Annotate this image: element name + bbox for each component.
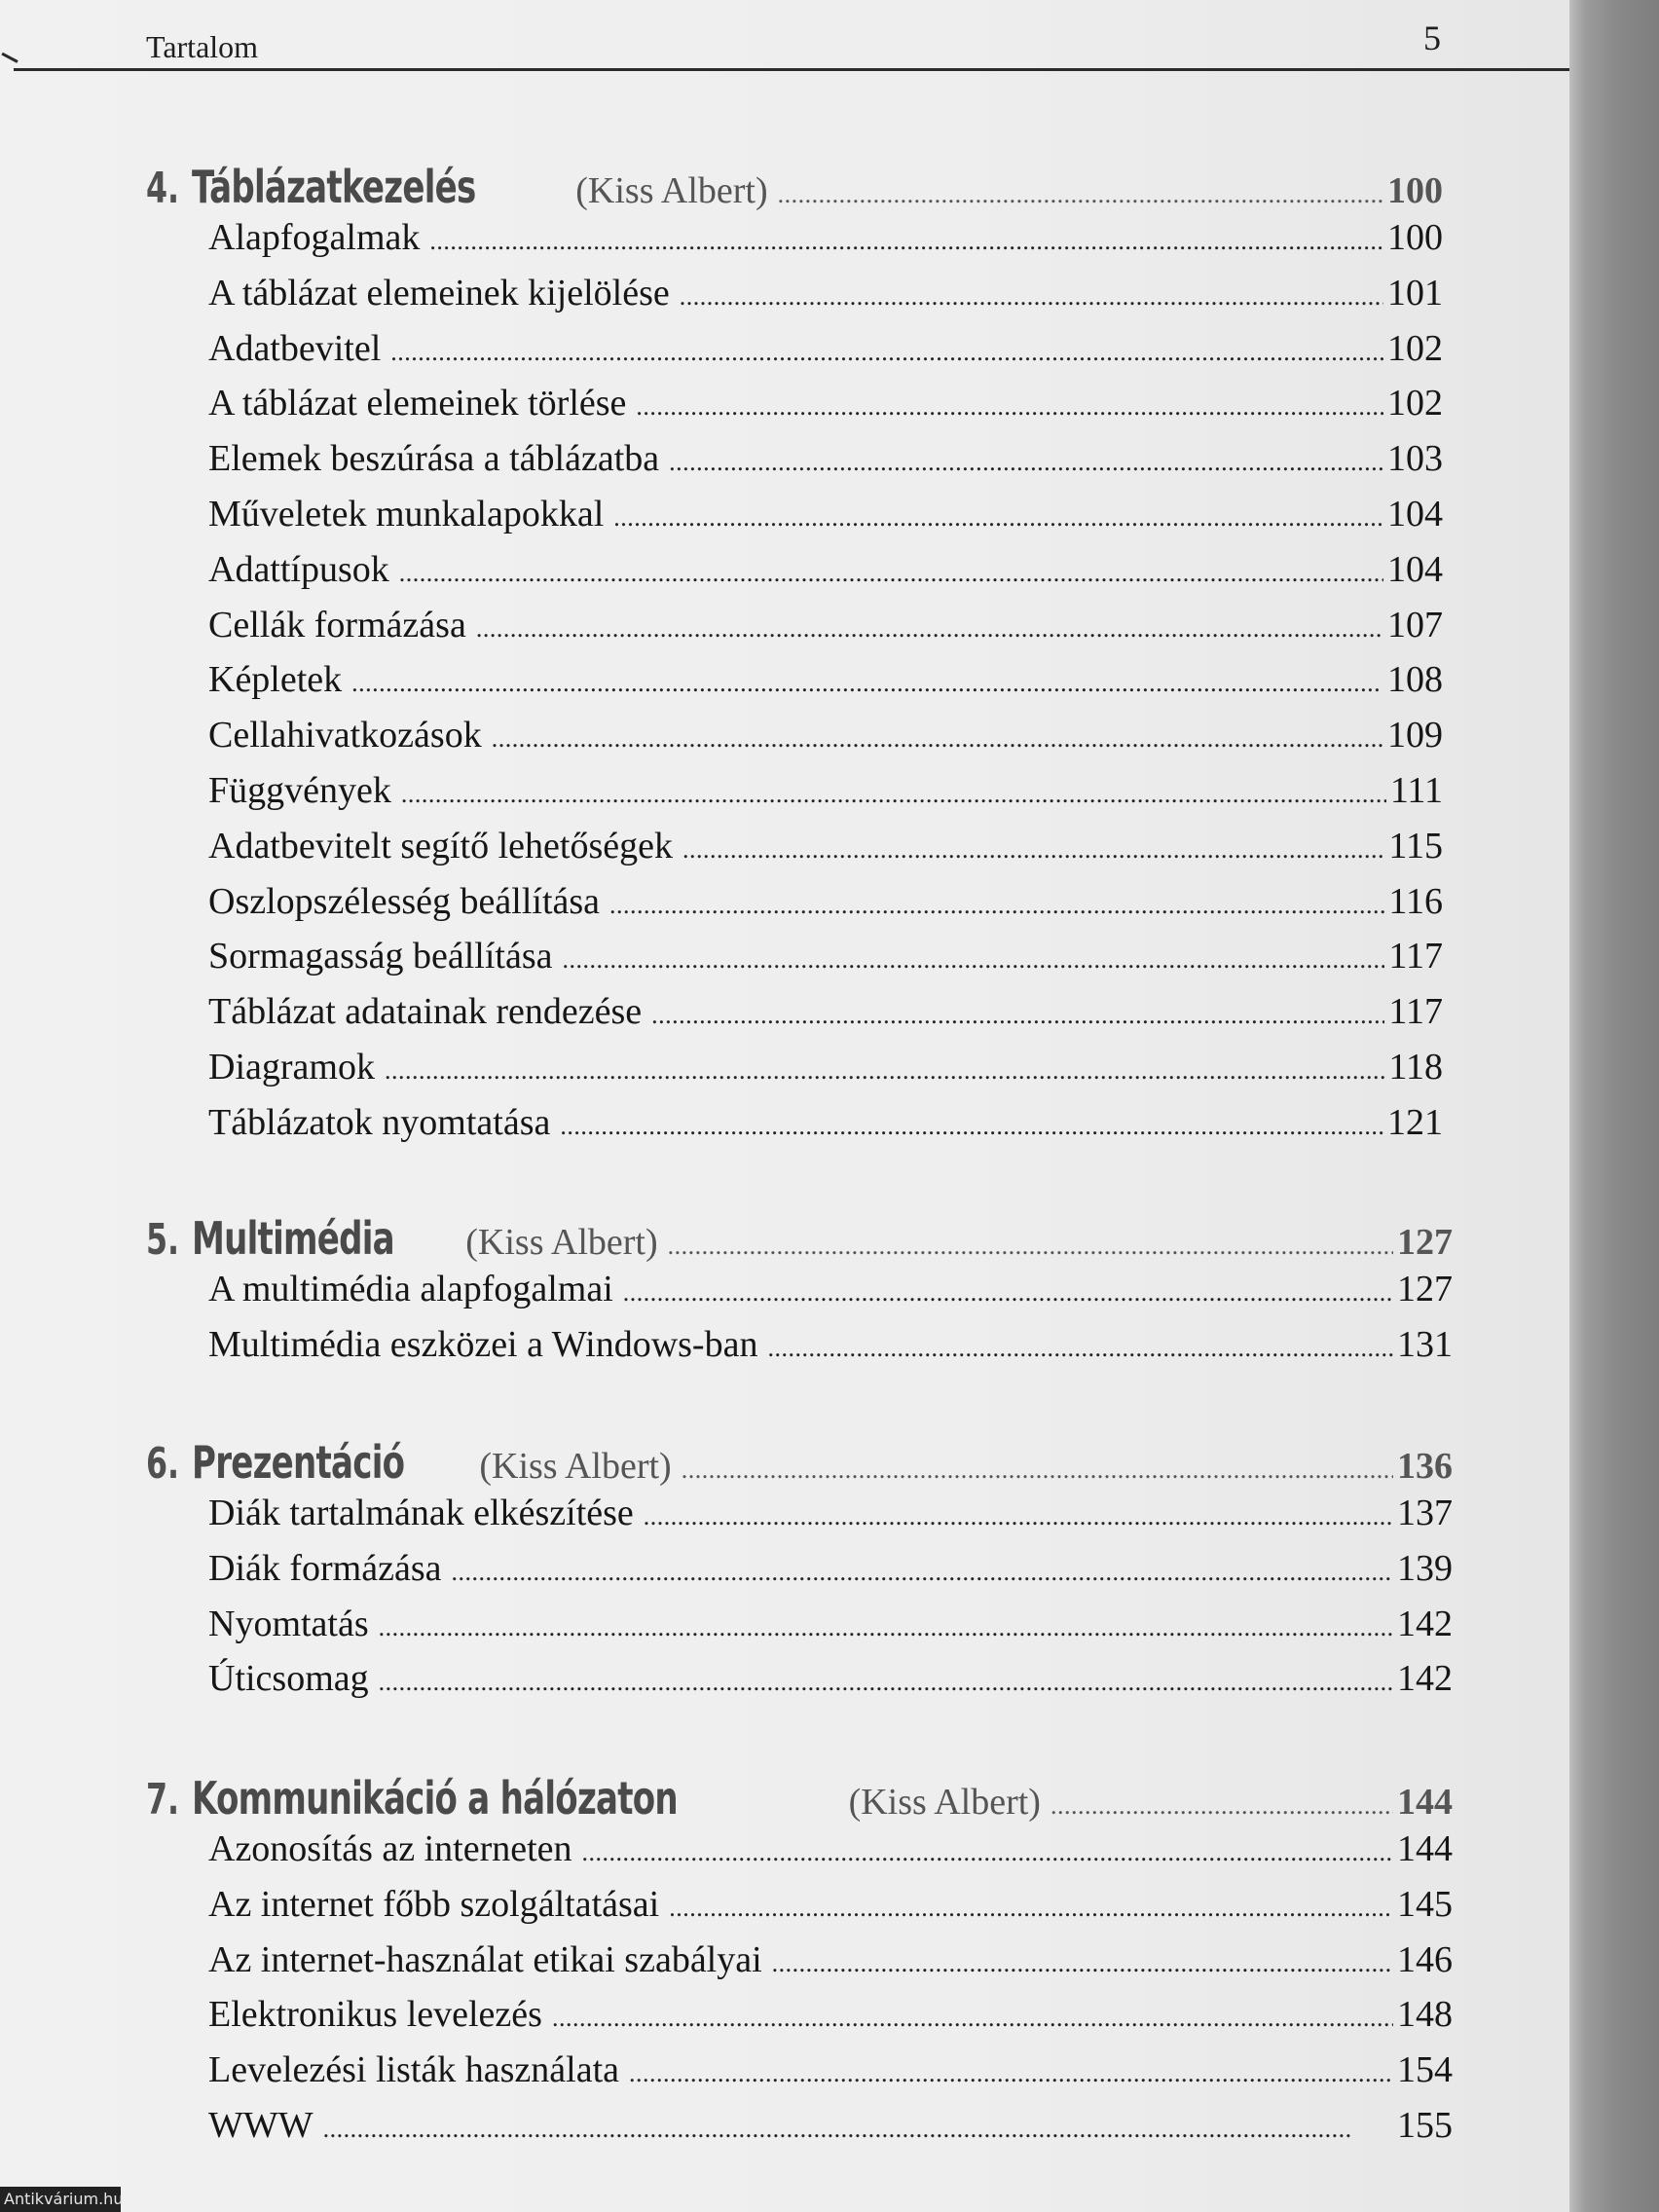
dot-leader <box>778 180 1383 209</box>
entry-label: Cellák formázása <box>208 604 466 645</box>
toc-entry <box>208 1547 1453 1602</box>
entry-page: 127 <box>1397 1269 1453 1309</box>
entry-label: A táblázat elemeinek törlése <box>208 383 627 424</box>
dot-leader <box>623 1278 1393 1308</box>
chapter-title-row <box>146 1436 1453 1491</box>
dot-leader <box>429 227 1383 256</box>
entry-page: 117 <box>1388 936 1443 977</box>
toc-entry <box>208 1046 1443 1100</box>
dot-leader <box>767 1334 1393 1363</box>
dot-leader <box>476 614 1383 644</box>
dot-leader <box>351 669 1383 698</box>
entry-page: 146 <box>1397 1938 1453 1980</box>
entry-label: Táblázat adatainak rendezése <box>208 991 643 1033</box>
chapter-number: 7. <box>146 1775 180 1825</box>
dot-leader <box>560 1112 1383 1141</box>
chapter-title: Prezentáció <box>192 1436 405 1489</box>
dot-leader <box>390 338 1383 367</box>
dot-leader <box>582 1838 1393 1867</box>
chapter-author: (Kiss Albert) <box>479 1446 672 1487</box>
header-rule-hook <box>1 53 18 63</box>
entry-label: Az internet főbb szolgáltatásai <box>208 1883 660 1925</box>
toc-entry <box>208 216 1443 271</box>
dot-leader <box>452 1558 1394 1587</box>
entry-label: A multimédia alapfogalmai <box>208 1269 613 1309</box>
entry-label: Azonosítás az interneten <box>208 1828 572 1869</box>
dot-leader <box>492 724 1383 754</box>
entry-page: 102 <box>1387 383 1443 424</box>
toc-entry <box>208 382 1443 436</box>
toc-entry <box>208 2048 1453 2103</box>
entry-page: 118 <box>1388 1047 1443 1088</box>
dot-leader <box>552 2004 1393 2033</box>
entry-label: Multimédia eszközei a Windows-ban <box>208 1323 758 1365</box>
chapter-title-row <box>146 161 1443 215</box>
entry-page: 155 <box>1397 2105 1453 2146</box>
toc-entry <box>208 493 1443 547</box>
entry-label: Táblázatok nyomtatása <box>208 1101 551 1143</box>
dot-leader <box>613 503 1383 533</box>
entry-label: Adatbevitel <box>208 327 382 369</box>
entry-page: 145 <box>1397 1883 1453 1925</box>
entry-page: 116 <box>1388 880 1443 922</box>
toc-entry <box>208 1883 1453 1937</box>
toc-entry <box>208 1603 1453 1657</box>
entry-page: 102 <box>1387 327 1443 369</box>
entry-label: Műveletek munkalapokkal <box>208 494 605 535</box>
toc-entry <box>208 880 1443 935</box>
entry-page: 117 <box>1388 991 1443 1033</box>
chapter-title-row <box>146 1212 1453 1267</box>
toc-entry <box>208 604 1443 658</box>
chapter-page: 136 <box>1397 1446 1453 1487</box>
header-rule <box>14 68 1569 71</box>
entry-label: Úticsomag <box>208 1658 369 1700</box>
entry-label: Alapfogalmak <box>208 217 421 258</box>
dot-leader <box>399 559 1383 588</box>
chapter-number: 5. <box>146 1215 180 1265</box>
dot-leader <box>629 2059 1393 2088</box>
entry-label: Az internet-használat etikai szabályai <box>208 1938 762 1980</box>
dot-leader <box>680 282 1383 312</box>
chapter-author: (Kiss Albert) <box>848 1782 1041 1823</box>
dot-leader <box>669 448 1383 477</box>
toc-entry <box>208 1938 1453 1993</box>
entry-page: 137 <box>1397 1493 1453 1533</box>
toc-entry <box>208 327 1443 382</box>
toc-entry <box>208 272 1443 326</box>
toc-entry <box>208 2104 1453 2158</box>
entry-label: Diák tartalmának elkészítése <box>208 1493 634 1533</box>
entry-label: Adattípusok <box>208 548 389 590</box>
entry-label: Függvények <box>208 770 391 811</box>
entry-label: WWW <box>208 2105 313 2146</box>
entry-label: Elemek beszúrása a táblázatba <box>208 438 660 480</box>
entry-label: Nyomtatás <box>208 1603 369 1644</box>
toc-entry <box>208 1492 1453 1546</box>
entry-label: Elektronikus levelezés <box>208 1994 542 2036</box>
toc-entry <box>208 990 1443 1045</box>
dot-leader <box>682 1456 1393 1485</box>
chapter-page: 127 <box>1397 1222 1453 1263</box>
dot-leader <box>609 891 1384 920</box>
entry-page: 148 <box>1397 1994 1453 2036</box>
entry-page: 121 <box>1387 1101 1443 1143</box>
entry-page: 154 <box>1397 2049 1453 2091</box>
chapter-title: Táblázatkezelés <box>192 161 476 213</box>
toc-entry <box>208 658 1443 713</box>
dot-leader <box>772 1949 1393 1978</box>
dot-leader <box>651 1001 1384 1030</box>
chapter-title: Kommunikáció a hálózaton <box>192 1772 679 1825</box>
entry-label: A táblázat elemeinek kijelölése <box>208 272 670 313</box>
entry-label: Diagramok <box>208 1047 375 1088</box>
dot-leader <box>379 1668 1393 1697</box>
entry-page: 100 <box>1387 217 1443 258</box>
entry-label: Cellahivatkozások <box>208 715 482 756</box>
entry-label: Levelezési listák használata <box>208 2049 620 2091</box>
entry-page: 142 <box>1397 1603 1453 1644</box>
chapter-title-row <box>146 1772 1453 1826</box>
dot-leader <box>323 2115 1393 2144</box>
dot-leader <box>1051 1791 1393 1821</box>
entry-page: 115 <box>1388 825 1443 866</box>
entry-page: 103 <box>1387 438 1443 480</box>
toc-entry <box>208 1323 1453 1378</box>
entry-label: Oszlopszélesség beállítása <box>208 880 601 922</box>
entry-page: 142 <box>1397 1658 1453 1700</box>
toc-entry <box>208 714 1443 768</box>
scanner-shadow <box>1569 0 1659 2212</box>
toc-entry <box>208 935 1443 989</box>
entry-page: 108 <box>1387 659 1443 701</box>
dot-leader <box>379 1613 1393 1642</box>
dot-leader <box>669 1894 1393 1923</box>
toc-entry <box>208 769 1443 824</box>
chapter-page: 100 <box>1387 170 1443 211</box>
dot-leader <box>401 780 1386 809</box>
entry-page: 107 <box>1387 604 1443 645</box>
entry-page: 104 <box>1387 548 1443 590</box>
toc-entry <box>208 437 1443 492</box>
entry-page: 144 <box>1397 1828 1453 1869</box>
dot-leader <box>563 945 1385 975</box>
entry-page: 101 <box>1387 272 1443 313</box>
toc-entry <box>208 1657 1453 1712</box>
toc-entry <box>208 1827 1453 1882</box>
chapter-number: 6. <box>146 1439 180 1489</box>
entry-page: 111 <box>1389 770 1443 811</box>
chapter-number: 4. <box>146 164 180 213</box>
entry-label: Diák formázása <box>208 1547 442 1589</box>
entry-page: 131 <box>1397 1323 1453 1365</box>
entry-label: Adatbevitelt segítő lehetőségek <box>208 825 673 866</box>
toc-entry <box>208 1993 1453 2047</box>
toc-entry <box>208 1101 1443 1156</box>
entry-page: 104 <box>1387 494 1443 535</box>
entry-label: Sormagasság beállítása <box>208 936 553 977</box>
chapter-title: Multimédia <box>192 1212 395 1265</box>
chapter-author: (Kiss Albert) <box>575 170 768 211</box>
dot-leader <box>385 1056 1384 1086</box>
watermark: Antikvárium.hu <box>0 2187 121 2212</box>
chapter-author: (Kiss Albert) <box>465 1222 658 1263</box>
entry-page: 139 <box>1397 1547 1453 1589</box>
page-number: 5 <box>1423 18 1441 57</box>
dot-leader <box>682 835 1384 865</box>
running-head: Tartalom <box>146 29 259 64</box>
dot-leader <box>644 1502 1393 1531</box>
entry-label: Képletek <box>208 659 343 701</box>
entry-page: 109 <box>1387 715 1443 756</box>
dot-leader <box>668 1232 1393 1261</box>
chapter-page: 144 <box>1397 1782 1453 1823</box>
toc-entry <box>208 1268 1453 1322</box>
dot-leader <box>636 392 1383 422</box>
toc-entry <box>208 825 1443 879</box>
toc-entry <box>208 548 1443 603</box>
